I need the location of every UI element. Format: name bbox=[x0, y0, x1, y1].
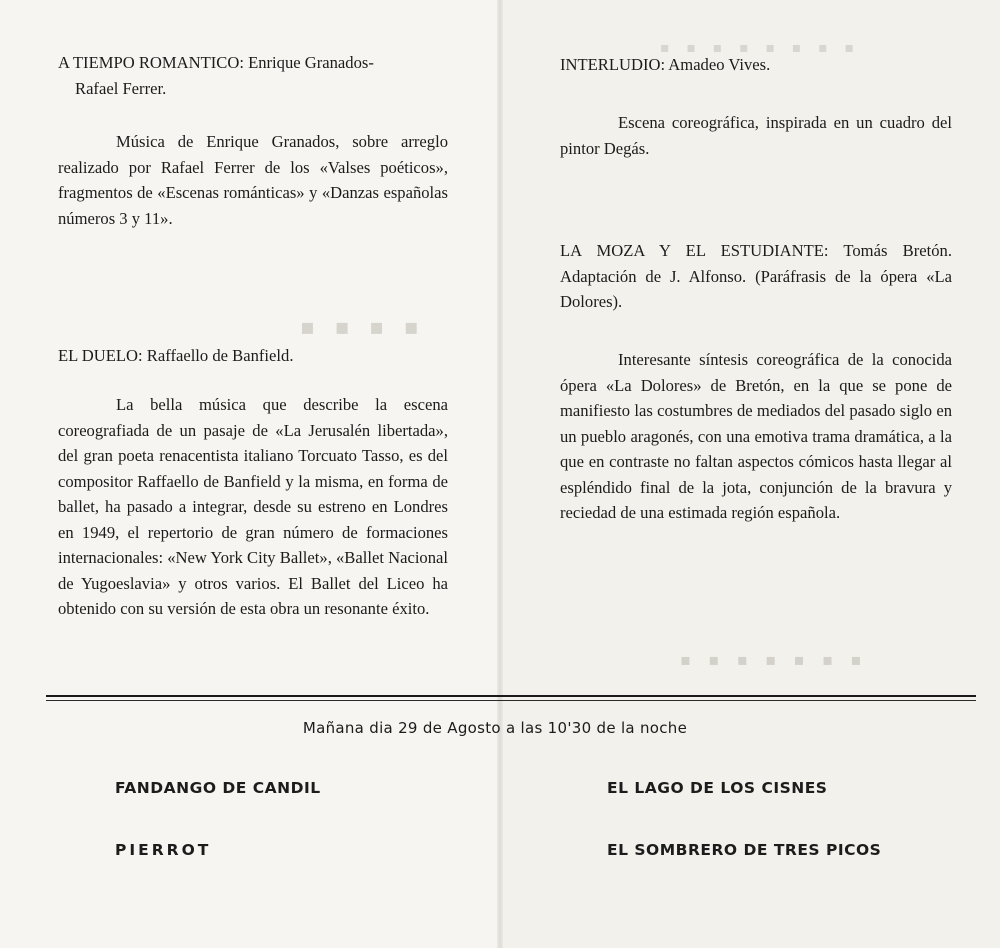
show-through-mark: ▪ ▪ ▪ ▪ bbox=[300, 315, 425, 340]
ballet-title: EL SOMBRERO DE TRES PICOS bbox=[607, 841, 882, 859]
ballet-title: FANDANGO DE CANDIL bbox=[115, 779, 321, 797]
section-paragraph: Interesante síntesis coreográfica de la conocida ópera «La Dolores» de Bretón, en la que se pone de manifiesto las costumbres de mediados del pasado siglo en un pueblo aragonés, con una emotiva trama dramática, a la que en contraste no faltan aspectos cómicos hasta llegar al espléndido final de la jota, conjunción de la bravura y reciedad de una estimada región española. bbox=[560, 350, 952, 522]
section-paragraph: La bella música que describe la escena coreografiada de un pasaje de «La Jerusalén libertada», del gran poeta renacentista italiano Torcuato Tasso, es del compositor Raffaello de Banfield y la misma, en forma de ballet, ha pasado a integrar, desde su estreno en Londres en 1949, el repertorio de gran número de formaciones internacionales: «New York City Ballet», «Ballet Nacional de Yugoeslavia» y otros varios. El Ballet del Liceo ha obtenido con su versión de esta obra un resonante éxito. bbox=[58, 395, 448, 618]
ballet-title: EL LAGO DE LOS CISNES bbox=[607, 779, 828, 797]
show-through-mark: ▪ ▪ ▪ ▪ ▪ ▪ ▪ bbox=[680, 650, 868, 669]
divider-rule bbox=[46, 695, 976, 697]
section-heading: A TIEMPO ROMANTICO: Enrique Granados- bbox=[58, 53, 374, 72]
announcement-text: Mañana dia 29 de Agosto a las 10'30 de la noche bbox=[302, 719, 688, 737]
section-heading-continued: Rafael Ferrer. bbox=[75, 78, 167, 98]
show-through-mark: ▪ ▪ ▪ ▪ ▪ ▪ ▪ ▪ bbox=[660, 40, 861, 56]
page-fold bbox=[497, 0, 503, 948]
divider-rule-thin bbox=[46, 700, 976, 701]
section-heading: EL DUELO: Raffaello de Banfield. bbox=[58, 346, 294, 365]
section-tiempo-romantico bbox=[58, 50, 448, 101]
section-heading: INTERLUDIO: Amadeo Vives. bbox=[560, 55, 771, 74]
ballet-title: PIERROT bbox=[115, 841, 212, 859]
section-heading: LA MOZA Y EL ESTUDIANTE: Tomás Bretón. Adaptación de J. Alfonso. (Paráfrasis de la ópera «La Dolores). bbox=[560, 241, 952, 311]
section-paragraph: Música de Enrique Granados, sobre arreglo realizado por Rafael Ferrer de los «Valses poéticos», fragmentos de «Escenas románticas» y «Danzas españolas números 3 y 11». bbox=[58, 132, 448, 228]
section-paragraph: Escena coreográfica, inspirada en un cuadro del pintor Degás. bbox=[560, 113, 952, 158]
